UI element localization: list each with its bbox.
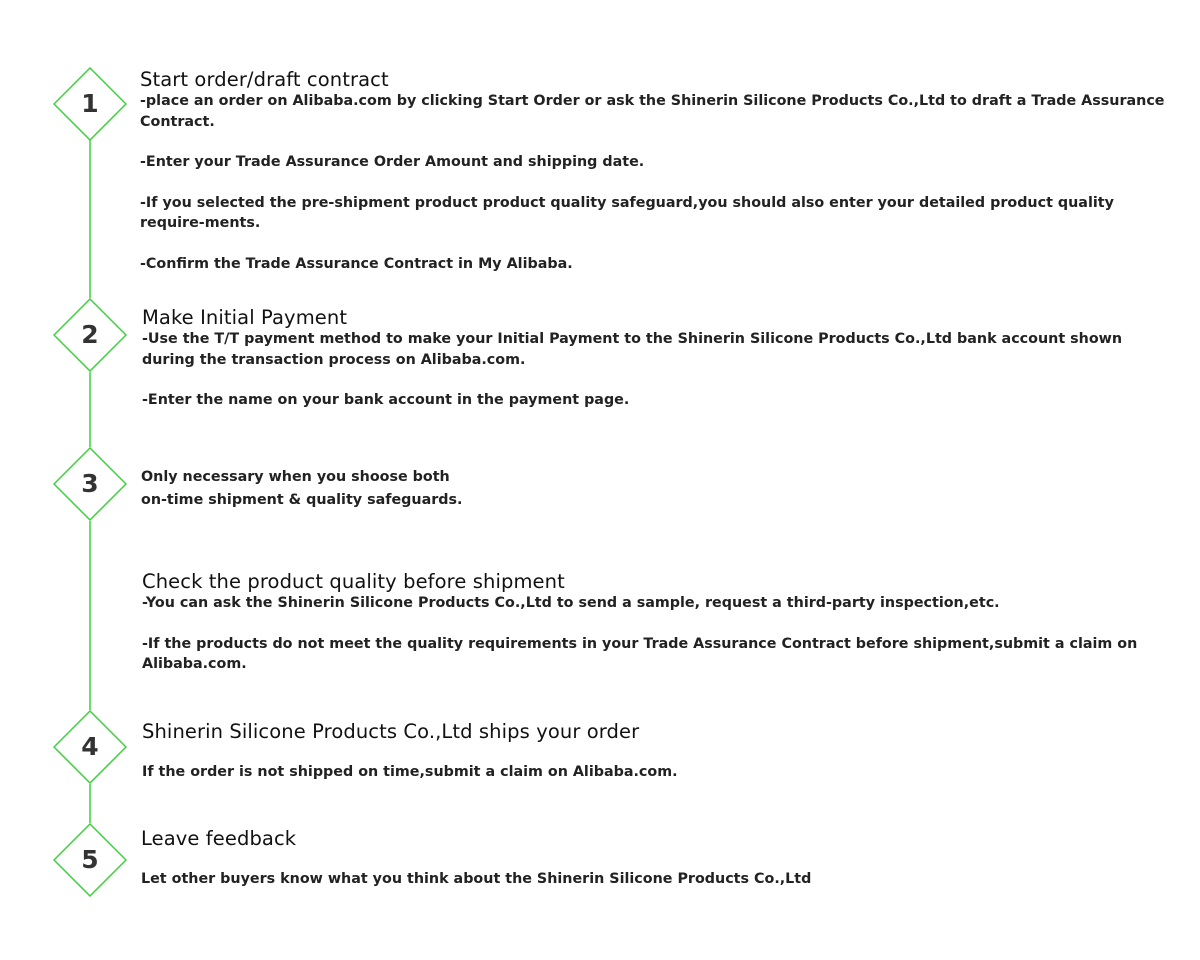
step-2-marker <box>53 298 127 372</box>
step-title: Leave feedback <box>141 827 297 850</box>
step-number: 1 <box>81 89 99 118</box>
step-1-marker <box>53 67 127 141</box>
step-text: -If the products do not meet the quality requirements in your Trade Assurance Contract before shipment,submit a claim on Alibaba.com. <box>142 635 1138 672</box>
step-text: -Enter the name on your bank account in the payment page. <box>142 392 630 408</box>
step-text: -If you selected the pre-shipment product product quality safeguard,you should also enter your detailed product quality require-ments. <box>140 194 1114 231</box>
step-number: 3 <box>81 469 99 498</box>
step-4-content <box>142 721 1172 783</box>
step-title: Check the product quality before shipment <box>142 570 565 593</box>
step-3-marker <box>53 447 127 521</box>
step-text: -Confirm the Trade Assurance Contract in My Alibaba. <box>140 255 573 272</box>
step-text: -Enter your Trade Assurance Order Amount and shipping date. <box>140 154 645 170</box>
step-1-content <box>140 69 1170 274</box>
step-4-marker <box>53 710 127 784</box>
step-text: -Use the T/T payment method to make your Initial Payment to the Shinerin Silicone Products Co.,Ltd bank account shown during the transaction process on Alibaba.com. <box>142 331 1123 368</box>
step-text: on-time shipment & quality safeguards. <box>141 492 463 508</box>
step-title: Shinerin Silicone Products Co.,Ltd ships your order <box>142 720 640 743</box>
step-number: 5 <box>81 845 99 874</box>
step-3-note <box>141 466 1171 512</box>
step-text: -You can ask the Shinerin Silicone Products Co.,Ltd to send a sample, request a third-party inspection,etc. <box>142 595 1000 611</box>
step-title: Make Initial Payment <box>142 306 348 329</box>
step-text: -place an order on Alibaba.com by clicking Start Order or ask the Shinerin Silicone Products Co.,Ltd to draft a Trade Assurance Contract. <box>140 93 1165 130</box>
step-5-content <box>141 828 1171 890</box>
step-text: Let other buyers know what you think about the Shinerin Silicone Products Co.,Ltd <box>141 871 812 887</box>
step-text: Only necessary when you shoose both <box>141 469 450 485</box>
step-3-content <box>142 571 1172 675</box>
step-number: 2 <box>81 320 99 349</box>
step-text: If the order is not shipped on time,submit a claim on Alibaba.com. <box>142 764 678 780</box>
step-number: 4 <box>81 732 99 761</box>
step-5-marker <box>53 823 127 897</box>
step-title: Start order/draft contract <box>140 68 389 91</box>
step-2-content <box>142 307 1172 411</box>
